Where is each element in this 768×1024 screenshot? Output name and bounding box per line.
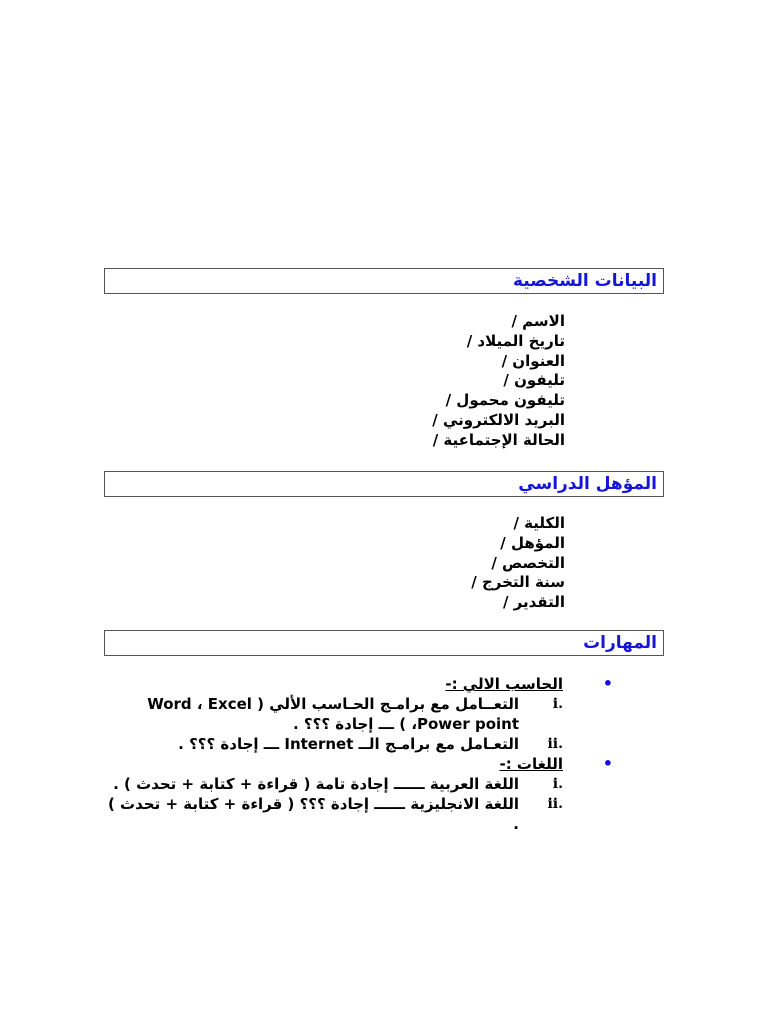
field-email: البريد الالكتروني /	[432, 410, 565, 429]
field-grade: التقدير /	[502, 593, 565, 612]
field-major: التخصص /	[491, 553, 565, 572]
field-mobile: تليفون محمول /	[445, 391, 565, 410]
skill-category-title: الحاسب الالي :-	[445, 675, 563, 693]
item-number: i.	[552, 776, 563, 792]
item-number: ii.	[547, 796, 563, 812]
education-fields	[471, 514, 565, 613]
item-text: اللغة العربية ــــــ إجادة تامة ( قراءة + كتابة + تحدث ) .	[113, 775, 519, 793]
skill-category-title: اللغات :-	[499, 755, 563, 773]
field-graduation-year: سنة التخرج /	[471, 573, 565, 592]
field-qualification: المؤهل /	[500, 533, 565, 552]
skills-title: المهارات	[583, 633, 657, 653]
field-name: الاسم /	[511, 312, 565, 330]
item-text: التعـامل مع برامـج الــ Internet ـــ إجادة ؟؟؟ .	[178, 735, 519, 753]
field-phone: تليفون /	[503, 371, 565, 390]
skill-item	[104, 694, 664, 734]
field-address: العنوان /	[501, 351, 565, 370]
skills-list	[104, 674, 664, 834]
field-college: الكلية /	[513, 514, 565, 532]
education-header	[104, 471, 664, 497]
field-birth-date: تاريخ الميلاد /	[466, 331, 565, 350]
personal-data-fields	[432, 312, 565, 451]
skill-category-computer	[104, 674, 664, 694]
skill-category-languages	[104, 754, 664, 774]
item-number: ii.	[547, 736, 563, 752]
personal-data-header	[104, 268, 664, 294]
item-text: اللغة الانجليزية ــــــ إجادة ؟؟؟ ( قراءة + كتابة + تحدث ) .	[107, 795, 519, 833]
education-title: المؤهل الدراسي	[518, 474, 657, 494]
field-marital-status: الحالة الإجتماعية /	[432, 430, 565, 449]
skill-item	[104, 774, 664, 794]
bullet-icon: •	[602, 674, 613, 693]
skill-item	[104, 794, 664, 834]
personal-data-title: البيانات الشخصية	[512, 271, 657, 291]
item-number: i.	[552, 696, 563, 712]
item-text: التعــامل مع برامـج الحـاسب الألي ( Word ، Excel ،Power point ) ـــ إجادة ؟؟؟ .	[147, 695, 519, 733]
skill-item	[104, 734, 664, 754]
skills-header	[104, 630, 664, 656]
bullet-icon: •	[602, 754, 613, 773]
